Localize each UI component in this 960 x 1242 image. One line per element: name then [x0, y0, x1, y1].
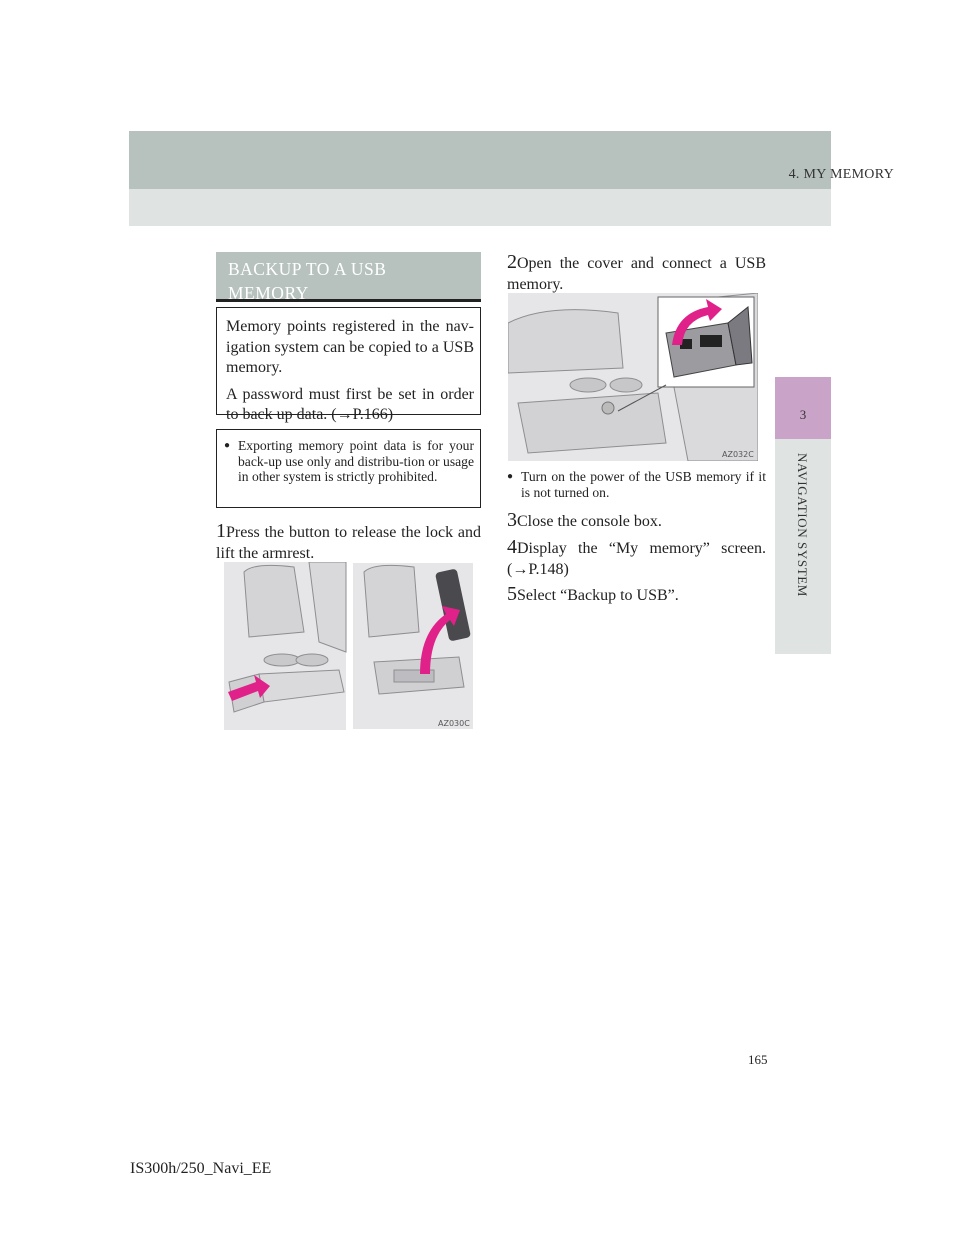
- step-4: [507, 537, 766, 580]
- section-heading: [216, 252, 481, 302]
- note-text: Exporting memory point data is for your back-up use only and distribu-tion or usage in other system is strictly prohibited.: [238, 438, 474, 484]
- intro-paragraph-2: A password must first be set in order to back up data. (→P.166): [226, 385, 474, 423]
- step-text: Press the button to release the lock and lift the armrest.: [216, 524, 481, 562]
- step-number: 5: [507, 583, 517, 605]
- armrest-drawing: [224, 562, 474, 730]
- intro-box: [216, 307, 481, 423]
- step-2-note-text: Turn on the power of the USB memory if it is not turned on.: [521, 469, 766, 500]
- armrest-figure-code: AZ030C: [438, 719, 470, 728]
- step-number: 2: [507, 251, 517, 273]
- chapter-number: 3: [799, 407, 807, 422]
- step-1: [216, 521, 481, 564]
- step-text: Open the cover and connect a USB memory.: [507, 255, 766, 293]
- header-band: [129, 131, 831, 189]
- usb-drawing: [508, 293, 758, 461]
- header-subband: [129, 189, 831, 226]
- step-2-note: [507, 469, 766, 500]
- armrest-illustration: [224, 562, 474, 730]
- usb-illustration: [508, 293, 758, 461]
- bullet-icon: ●: [507, 471, 514, 482]
- section-title: 4. MY MEMORY: [788, 167, 894, 182]
- step-number: 4: [507, 536, 517, 558]
- step-3: [507, 510, 766, 533]
- section-heading-line1: BACKUP TO A USB: [228, 259, 387, 279]
- document-id: IS300h/250_Navi_EE: [130, 1160, 272, 1177]
- step-number: 3: [507, 509, 517, 531]
- step-text: Display the “My memory” screen. (→P.148): [507, 540, 766, 578]
- step-text: Select “Backup to USB”.: [517, 587, 679, 604]
- intro-paragraph-1: Memory points registered in the nav-igation system can be copied to a USB memory.: [226, 318, 474, 376]
- chapter-title-tab: [775, 439, 831, 654]
- section-heading-line2: MEMORY: [228, 283, 309, 303]
- page-number: 165: [748, 1052, 768, 1067]
- note-box: [216, 429, 481, 508]
- step-2: [507, 252, 766, 295]
- step-number: 1: [216, 520, 226, 542]
- bullet-icon: ●: [224, 440, 231, 451]
- step-5: [507, 584, 766, 607]
- step-text: Close the console box.: [517, 513, 662, 530]
- chapter-title: NAVIGATION SYSTEM: [795, 453, 810, 597]
- usb-figure-code: AZ032C: [722, 450, 754, 459]
- chapter-number-tab: [775, 377, 831, 439]
